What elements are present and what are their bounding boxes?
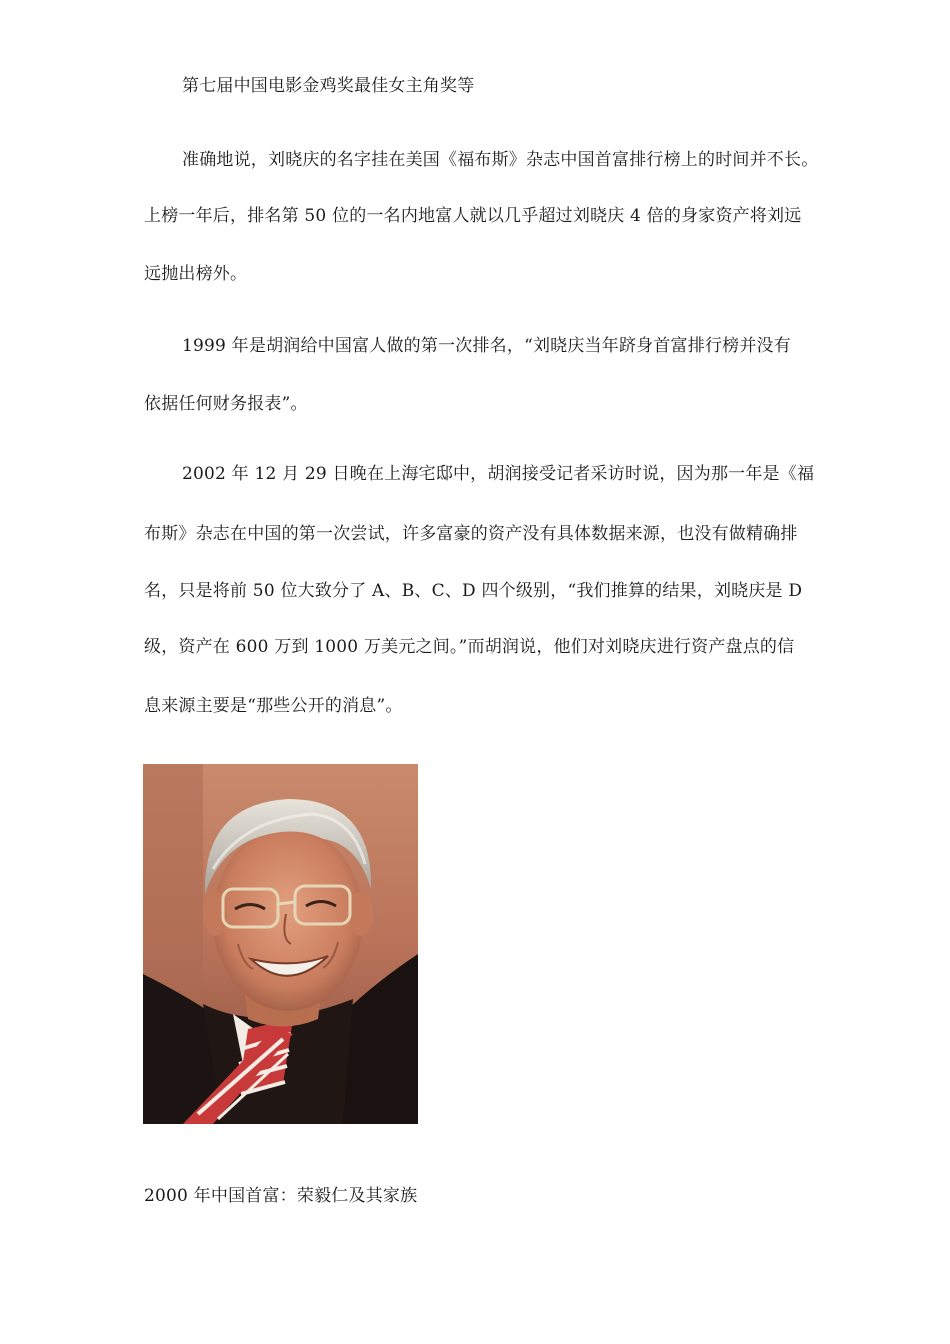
- paragraph-line: 2002 年 12 月 29 日晚在上海宅邸中，胡润接受记者采访时说，因为那一年是《福: [182, 464, 815, 484]
- paragraph-line: 准确地说，刘晓庆的名字挂在美国《福布斯》杂志中国首富排行榜上的时间并不长。: [182, 150, 819, 170]
- portrait-photo: [143, 764, 418, 1124]
- paragraph-line: 名，只是将前 50 位大致分了 A、B、C、D 四个级别，“我们推算的结果，刘晓庆是 D: [144, 581, 803, 601]
- paragraph-line: 第七届中国电影金鸡奖最佳女主角奖等: [182, 76, 475, 96]
- paragraph-line: 远抛出榜外。: [144, 264, 248, 284]
- paragraph-line: 级，资产在 600 万到 1000 万美元之间。”而胡润说，他们对刘晓庆进行资产盘点的信: [144, 637, 795, 657]
- image-caption: 2000 年中国首富：荣毅仁及其家族: [144, 1186, 418, 1206]
- paragraph-line: 布斯》杂志在中国的第一次尝试，许多富豪的资产没有具体数据来源，也没有做精确排: [144, 524, 798, 544]
- paragraph-line: 1999 年是胡润给中国富人做的第一次排名，“刘晓庆当年跻身首富排行榜并没有: [182, 336, 791, 356]
- paragraph-line: 息来源主要是“那些公开的消息”。: [144, 696, 403, 716]
- paragraph-line: 上榜一年后，排名第 50 位的一名内地富人就以几乎超过刘晓庆 4 倍的身家资产将刘远: [144, 206, 802, 226]
- paragraph-line: 依据任何财务报表”。: [144, 394, 308, 414]
